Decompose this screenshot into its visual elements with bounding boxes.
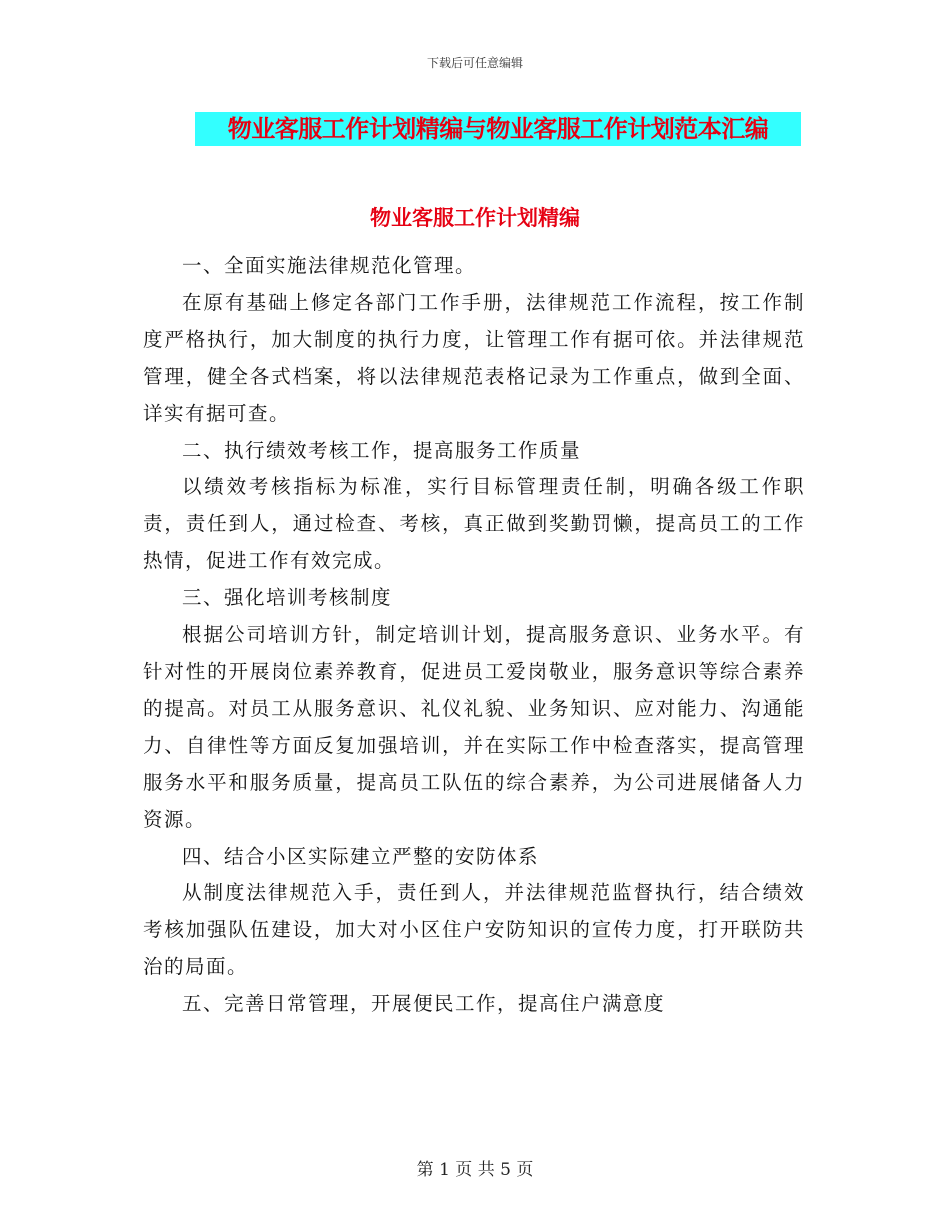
document-body [143,248,805,1023]
paragraph-heading-1: 一、全面实施法律规范化管理。 [182,254,477,277]
paragraph-text: 从制度法律规范入手，责任到人，并法律规范监督执行，结合绩效考核加强队伍建设，加大对小区住户安防知识的宣传力度，打开联防共治的局面。 [143,881,805,979]
section-title: 物业客服工作计划精编 [370,206,580,230]
paragraph-text: 以绩效考核指标为标准，实行目标管理责任制，明确各级工作职责，责任到人，通过检查、考核，真正做到奖勤罚懒，提高员工的工作热情，促进工作有效完成。 [143,475,805,573]
paragraph-heading-3: 三、强化培训考核制度 [182,586,393,610]
document-title-highlight [195,112,801,146]
paragraph-heading-4: 四、结合小区实际建立严整的安防体系 [182,844,540,868]
paragraph-heading-2: 二、执行绩效考核工作，提高服务工作质量 [182,438,582,462]
paragraph-text: 根据公司培训方针，制定培训计划，提高服务意识、业务水平。有针对性的开展岗位素养教育，促进员工爱岗敬业，服务意识等综合素养的提高。对员工从服务意识、礼仪礼貌、业务知识、应对能力、沟通能力、自律性等方面反复加强培训，并在实际工作中检查落实，提高管理服务水平和服务质量，提高员工队伍的综合素养，为公司进展储备人力资源。 [143,623,805,831]
paragraph-heading-5: 五、完善日常管理，开展便民工作，提高住户满意度 [182,992,666,1016]
document-title: 物业客服工作计划精编与物业客服工作计划范本汇编 [227,115,769,143]
paragraph-text: 在原有基础上修定各部门工作手册，法律规范工作流程，按工作制度严格执行，加大制度的执行力度，让管理工作有据可依。并法律规范管理，健全各式档案，将以法律规范表格记录为工作重点，做到全面、详实有据可查。 [143,290,805,425]
page-number: 第 1 页 共 5 页 [416,1160,534,1180]
header-note: 下载后可任意编辑 [426,56,523,70]
